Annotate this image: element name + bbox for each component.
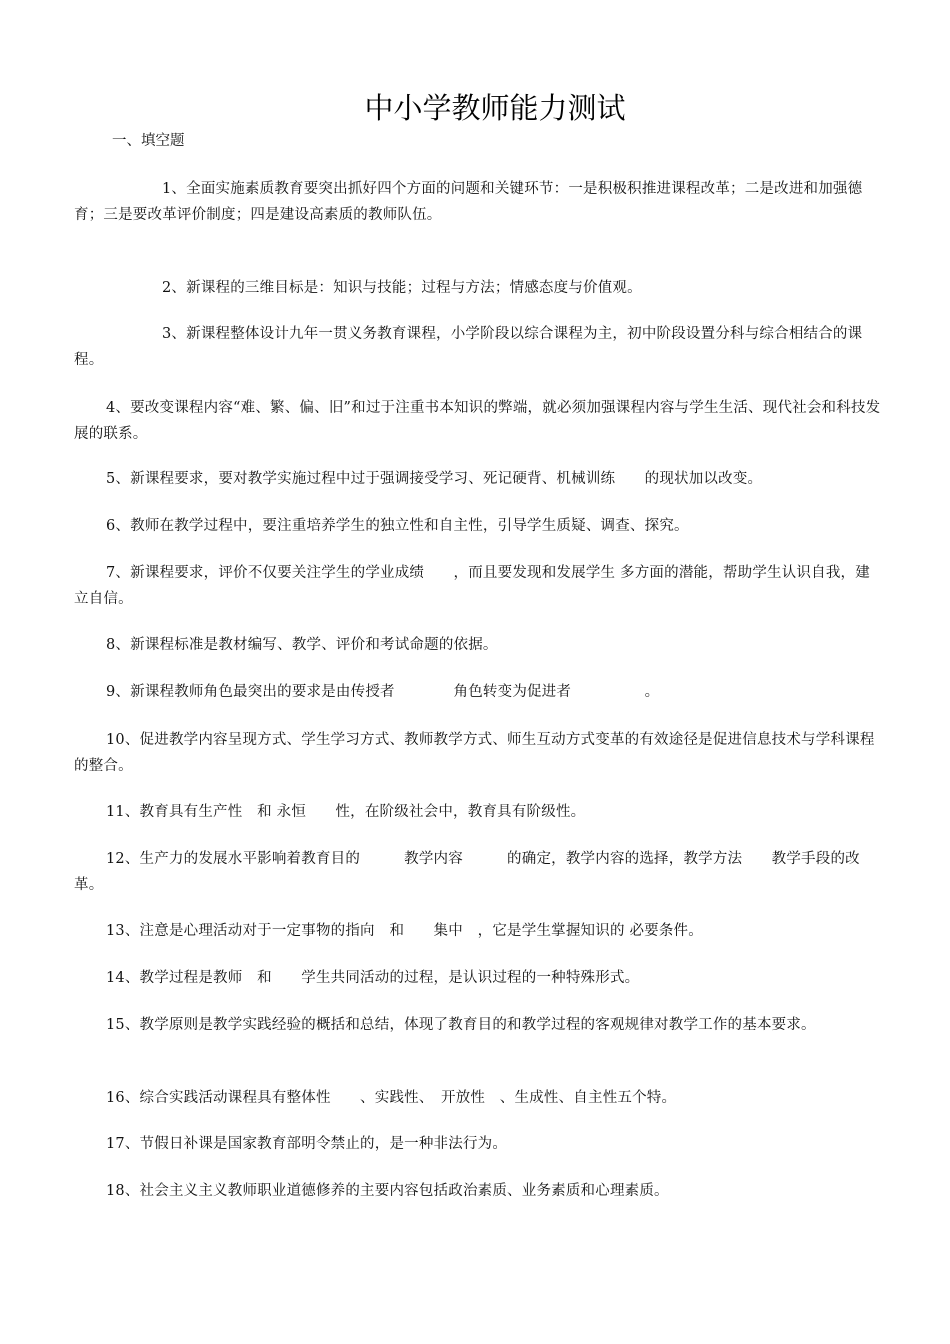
section-heading: 一、填空题 — [112, 133, 185, 149]
question-11: 11、教育具有生产性 和 永恒 性，在阶级社会中，教育具有阶级性。 — [106, 804, 586, 820]
question-4: 4、要改变课程内容“难、繁、偏、旧”和过于注重书本知识的弊端，就必须加强课程内容与学生生活、现代社会和科技发展的联系。 — [74, 400, 881, 442]
question-2: 2、新课程的三维目标是：知识与技能；过程与方法；情感态度与价值观。 — [162, 280, 642, 296]
question-3: 3、新课程整体设计九年一贯义务教育课程，小学阶段以综合课程为主，初中阶段设置分科与综合相结合的课程。 — [74, 326, 863, 368]
question-12: 12、生产力的发展水平影响着教育目的 教学内容 的确定，教学内容的选择，教学方法 教学手段的改革。 — [74, 851, 860, 893]
question-9: 9、新课程教师角色最突出的要求是由传授者 角色转变为促进者 。 — [106, 684, 660, 700]
question-5: 5、新课程要求，要对教学实施过程中过于强调接受学习、死记硬背、机械训练 的现状加以改变。 — [106, 471, 763, 487]
question-6: 6、教师在教学过程中，要注重培养学生的独立性和自主性，引导学生质疑、调查、探究。 — [106, 518, 689, 534]
question-1: 1、全面实施素质教育要突出抓好四个方面的问题和关键环节：一是积极积推进课程改革；二是改进和加强德育；三是要改革评价制度；四是建设高素质的教师队伍。 — [74, 181, 863, 223]
question-14: 14、教学过程是教师 和 学生共同活动的过程，是认识过程的一种特殊形式。 — [106, 970, 640, 986]
question-10: 10、促进教学内容呈现方式、学生学习方式、教师教学方式、师生互动方式变革的有效途径是促进信息技术与学科课程的整合。 — [74, 732, 875, 774]
question-13: 13、注意是心理活动对于一定事物的指向 和 集中 ，它是学生掌握知识的 必要条件。 — [106, 923, 703, 939]
question-8: 8、新课程标准是教材编写、教学、评价和考试命题的依据。 — [106, 637, 498, 653]
question-7: 7、新课程要求，评价不仅要关注学生的学业成绩 ，而且要发现和发展学生 多方面的潜能，帮助学生认识自我，建立自信。 — [74, 565, 870, 607]
question-17: 17、节假日补课是国家教育部明令禁止的，是一种非法行为。 — [106, 1136, 508, 1152]
question-15: 15、教学原则是教学实践经验的概括和总结，体现了教育目的和教学过程的客观规律对教学工作的基本要求。 — [106, 1017, 816, 1033]
page-title: 中小学教师能力测试 — [364, 91, 626, 125]
question-16: 16、综合实践活动课程具有整体性 、实践性、 开放性 、生成性、自主性五个特。 — [106, 1090, 677, 1106]
question-18: 18、社会主义主义教师职业道德修养的主要内容包括政治素质、业务素质和心理素质。 — [106, 1183, 669, 1199]
